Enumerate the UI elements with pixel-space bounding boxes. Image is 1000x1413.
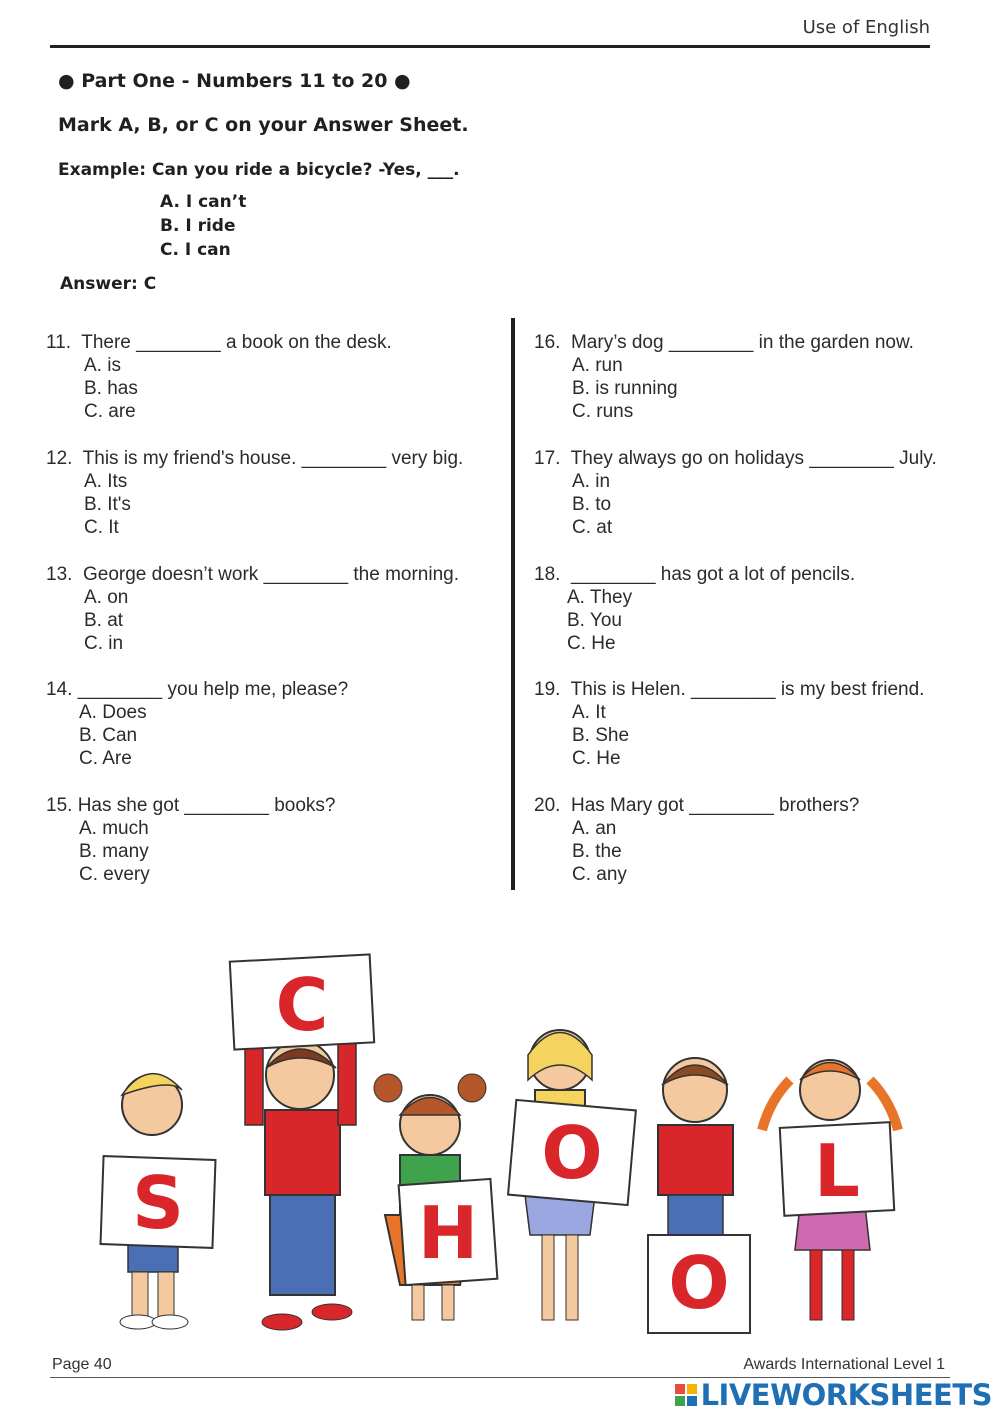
letter-s: S — [132, 1161, 184, 1245]
option-b[interactable]: B. at — [84, 610, 124, 631]
question-16 — [534, 331, 914, 423]
child-figure — [658, 1058, 733, 1235]
option-b[interactable]: B. to — [572, 494, 612, 515]
letter-card-o-2 — [648, 1235, 750, 1333]
option-c[interactable]: C. runs — [572, 401, 634, 422]
option-a[interactable]: A. is — [84, 355, 121, 376]
option-a[interactable]: A. It — [572, 702, 606, 723]
example-answer: Answer: C — [60, 274, 157, 294]
option-a[interactable]: A. on — [84, 587, 129, 608]
header-rule — [50, 45, 930, 48]
school-children-illustration — [50, 950, 950, 1345]
level-label: Awards International Level 1 — [743, 1356, 945, 1373]
question-stem: Has Mary got ________ brothers? — [570, 795, 860, 816]
option-c[interactable]: C. It — [84, 517, 119, 538]
child-figure — [245, 1030, 356, 1330]
option-b[interactable]: B. many — [79, 841, 149, 862]
question-stem: Has she got ________ books? — [77, 795, 336, 816]
question-stem: Mary’s dog ________ in the garden now. — [570, 332, 914, 353]
option-c[interactable]: C. every — [79, 864, 150, 885]
question-19 — [534, 678, 924, 770]
letter-card-c — [230, 954, 374, 1049]
option-c[interactable]: C. at — [572, 517, 613, 538]
letter-h: H — [417, 1191, 479, 1275]
question-stem: They always go on holidays ________ July. — [570, 448, 937, 469]
option-c[interactable]: C. any — [572, 864, 627, 885]
option-a[interactable]: A. run — [572, 355, 623, 376]
question-stem: This is my friend's house. ________ very big. — [82, 448, 464, 469]
question-number: 15. — [46, 795, 73, 816]
letter-o: O — [668, 1241, 730, 1325]
option-a[interactable]: A. in — [572, 471, 611, 492]
option-b[interactable]: B. You — [567, 610, 622, 631]
question-15 — [46, 794, 335, 886]
option-c[interactable]: C. Are — [79, 748, 132, 769]
part-heading: ● Part One - Numbers 11 to 20 ● — [58, 70, 411, 92]
option-c[interactable]: C. He — [567, 633, 616, 654]
question-13 — [46, 563, 459, 655]
question-11 — [46, 331, 392, 423]
example-option-b: B. I ride — [160, 216, 236, 236]
letter-l: L — [814, 1129, 860, 1213]
question-stem: There ________ a book on the desk. — [81, 332, 392, 353]
option-a[interactable]: A. Does — [79, 702, 147, 723]
question-stem: George doesn’t work ________ the morning. — [82, 564, 460, 585]
question-number: 13. — [46, 564, 73, 585]
question-stem: This is Helen. ________ is my best friend. — [570, 679, 925, 700]
option-a[interactable]: A. an — [572, 818, 617, 839]
option-b[interactable]: B. has — [84, 378, 138, 399]
option-a[interactable]: A. much — [79, 818, 149, 839]
question-number: 17. — [534, 448, 561, 469]
logo-grid-icon — [675, 1384, 697, 1406]
instruction: Mark A, B, or C on your Answer Sheet. — [58, 114, 469, 136]
question-number: 19. — [534, 679, 561, 700]
question-number: 16. — [534, 332, 561, 353]
question-12 — [46, 447, 463, 539]
example-option-a: A. I can’t — [160, 192, 247, 212]
example-option-c: C. I can — [160, 240, 231, 260]
question-18 — [534, 563, 855, 655]
brand-name: LIVEWORKSHEETS — [700, 1378, 992, 1412]
letter-card-s — [100, 1156, 215, 1248]
question-20 — [534, 794, 859, 886]
option-b[interactable]: B. She — [572, 725, 630, 746]
question-number: 18. — [534, 564, 561, 585]
letter-card-l — [780, 1122, 894, 1216]
liveworksheets-logo[interactable] — [675, 1378, 992, 1412]
option-a[interactable]: A. They — [567, 587, 633, 608]
letter-c: C — [275, 963, 329, 1047]
option-b[interactable]: B. the — [572, 841, 622, 862]
option-c[interactable]: C. are — [84, 401, 136, 422]
question-number: 11. — [46, 332, 72, 353]
option-b[interactable]: B. It's — [84, 494, 131, 515]
option-c[interactable]: C. He — [572, 748, 621, 769]
question-number: 20. — [534, 795, 561, 816]
letter-card-o-1 — [508, 1100, 636, 1205]
option-c[interactable]: C. in — [84, 633, 124, 654]
page-number: Page 40 — [52, 1356, 112, 1373]
question-14 — [46, 678, 348, 770]
option-a[interactable]: A. Its — [84, 471, 128, 492]
option-b[interactable]: B. is running — [572, 378, 678, 399]
letter-card-h — [399, 1179, 498, 1285]
header-title: Use of English — [802, 17, 930, 38]
option-b[interactable]: B. Can — [79, 725, 138, 746]
question-stem: ________ you help me, please? — [77, 679, 349, 700]
question-number: 14. — [46, 679, 73, 700]
question-number: 12. — [46, 448, 73, 469]
question-17 — [534, 447, 937, 539]
column-divider — [511, 318, 515, 890]
letter-o: O — [541, 1111, 603, 1195]
example-question: Example: Can you ride a bicycle? -Yes, ___. — [58, 160, 460, 180]
question-stem: ________ has got a lot of pencils. — [570, 564, 856, 585]
